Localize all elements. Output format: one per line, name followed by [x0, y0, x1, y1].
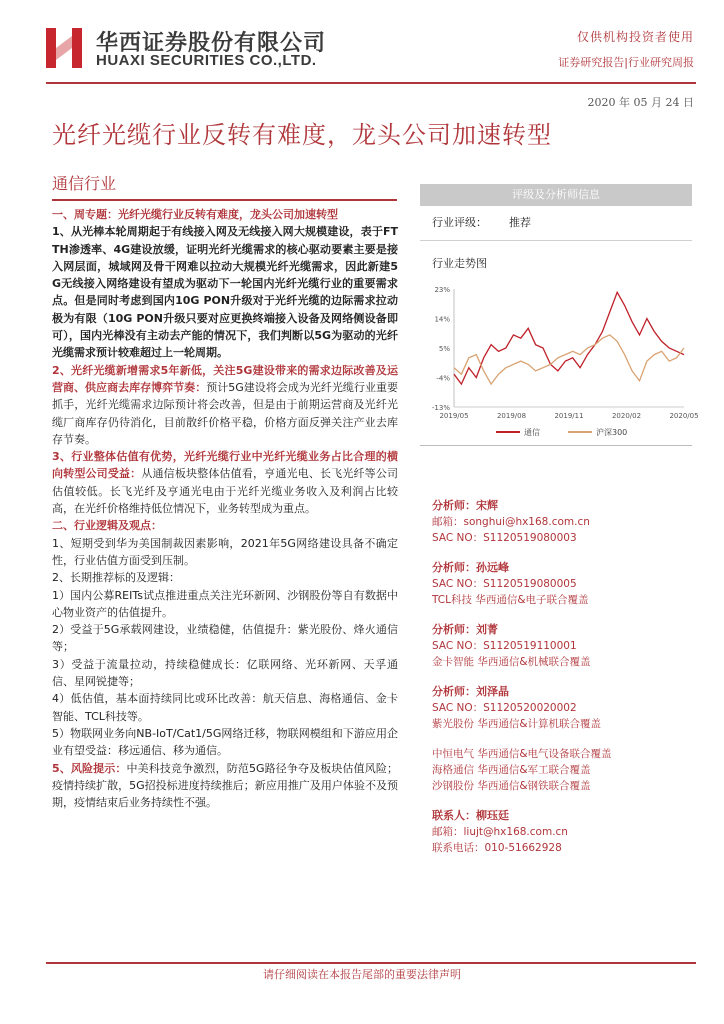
- contact-name: 联系人：柳珏廷: [432, 809, 509, 822]
- analyst-1: [432, 498, 692, 546]
- analyst-2: [432, 560, 692, 608]
- summary-column: [52, 206, 398, 811]
- risk-body: 中美科技竞争激烈，防范5G路径争夺及板块估值风险；疫情持续扩散，5G招投标进度持续推后；新应用推广及用户体验不及预期，疫情结束后业务持续性不强。: [52, 761, 398, 810]
- risk-heading: 5、风险提示：: [52, 761, 127, 775]
- analyst-4: [432, 684, 692, 732]
- contact-person: [432, 808, 692, 856]
- y-tick-label: -4%: [436, 374, 450, 383]
- analyst-coverage: 金卡智能 华西通信&机械联合覆盖: [432, 656, 591, 668]
- huaxi-logo-icon: [46, 28, 82, 68]
- analyst-coverage: TCL科技 华西通信&电子联合覆盖: [432, 594, 589, 606]
- coverage-item: 中恒电气 华西通信&电气设备联合覆盖: [432, 748, 612, 760]
- usage-notice: 仅供机构投资者使用: [576, 30, 694, 44]
- para-3-body: 从通信板块整体估值看，亨通光电、长飞光纤等公司估值较低。长飞光纤及亨通光电由于光纤光缆业务收入及利润占比较高，在光纤价格维持低位情况下，业务转型成为重点。: [52, 467, 399, 516]
- section-2-para-2: 2、长期推荐标的及逻辑：: [52, 571, 180, 585]
- series-line-0: [454, 292, 684, 384]
- para-2-body: 预计5G建设将会成为光纤光缆行业重要抓手，光纤光缆需求边际预计将会改善，但是由于前期运营商及光纤光缆厂商库存仍待消化，目前散纤价格平稳，价格方面反弹关注产业去库存节奏。: [52, 380, 398, 446]
- analyst-name: 分析师：刘菁: [432, 623, 498, 636]
- section-2-para-5: 3）受益于流量拉动，持续稳健成长：亿联网络、光环新网、天孚通信、星网锐捷等；: [52, 657, 398, 689]
- coverage-item: 海格通信 华西通信&军工联合覆盖: [432, 764, 591, 776]
- legal-notice: 请仔细阅读在本报告尾部的重要法律声明: [263, 968, 461, 981]
- report-category: 证券研究报告|行业研究周报: [558, 56, 694, 69]
- joint-coverage: [432, 746, 692, 794]
- section-1-heading: 一、周专题：光纤光缆行业反转有难度，龙头公司加速转型: [52, 208, 338, 221]
- analyst-coverage: 紫光股份 华西通信&计算机联合覆盖: [432, 718, 602, 730]
- x-tick-label: 2020/02: [611, 412, 642, 420]
- section-2-heading: 二、行业逻辑及观点：: [52, 519, 162, 533]
- trend-chart: [420, 279, 699, 439]
- section-1-para-3: [52, 448, 398, 517]
- y-tick-label: 5%: [438, 345, 450, 353]
- x-tick-label: 2019/08: [496, 412, 527, 420]
- rating-divider: [420, 240, 692, 241]
- y-tick-label: 14%: [434, 315, 450, 324]
- report-title: 光纤光缆行业反转有难度，龙头公司加速转型: [52, 121, 552, 149]
- analyst-sac: SAC NO：S1120519110001: [432, 640, 577, 652]
- legend-label: 通信: [524, 428, 540, 437]
- y-tick-label: 23%: [434, 286, 450, 294]
- para-2-heading: 2、光纤光缆新增需求5年新低，关注5G建设带来的需求边际改善及运营商、供应商去库存博弈节奏：: [52, 363, 398, 394]
- coverage-item: 沙钢股份 华西通信&钢铁联合覆盖: [432, 780, 591, 792]
- rating-value: 推荐: [509, 216, 531, 229]
- x-tick-label: 2020/05: [669, 412, 699, 420]
- trend-chart-title: 行业走势图: [432, 257, 487, 270]
- x-tick-label: 2019/11: [554, 412, 584, 420]
- trend-chart-svg: [420, 279, 699, 439]
- rating-label: 行业评级：: [432, 216, 487, 229]
- rating-panel: [420, 184, 699, 446]
- section-2-para-4: 2）受益于5G承载网建设，业绩稳健，估值提升：紫光股份、烽火通信等；: [52, 623, 398, 654]
- analyst-name: 分析师：刘泽晶: [432, 685, 509, 698]
- chart-divider: [420, 445, 692, 446]
- analyst-name: 分析师：孙远峰: [432, 561, 509, 574]
- section-1-para-1: 1、从光棒本轮周期起于有线接入网及无线接入网大规模建设，表于FTTH渗透率、4G建设放缓，证明光纤光缆需求的核心驱动要素主要是接入网层面，城域网及骨干网难以拉动大规模光纤光缆需求，因此新建5G无线接入网络建设有望成为驱动下一轮国内光纤光缆行业的重要需求点。但是同时考虑到国内10G PON升级对于光纤光缆的边际需求拉动极为有限（10G PON升级只要对应更换终端接入设备及网络侧设备即可），国内光棒没有主动去产能的情况下，我们判断以5G为驱动的光纤光缆需求预计较难超过上一轮周期。: [52, 225, 398, 360]
- industry-divider: [52, 199, 397, 201]
- company-name-en: HUAXI SECURITIES CO.,LTD.: [96, 52, 317, 69]
- section-2-para-6: 4）低估值，基本面持续同比或环比改善：航天信息、海格通信、金卡智能、TCL科技等。: [52, 692, 398, 723]
- rating-panel-header: 评级及分析师信息: [420, 184, 692, 206]
- section-1-para-2: [52, 362, 398, 448]
- industry-label: 通信行业: [52, 174, 117, 193]
- x-tick-label: 2019/05: [439, 412, 469, 420]
- analyst-sac: SAC NO：S1120520020002: [432, 702, 577, 714]
- analyst-sac: SAC NO：S1120519080005: [432, 578, 577, 590]
- header-divider: [46, 82, 696, 84]
- industry-rating: [420, 214, 692, 230]
- risk-para: [52, 760, 398, 812]
- y-tick-label: -13%: [431, 404, 450, 412]
- legend-label: 沪深300: [596, 428, 628, 437]
- company-name-cn: 华西证券股份有限公司: [96, 31, 327, 56]
- analyst-sac: SAC NO：S1120519080003: [432, 532, 577, 544]
- section-2-para-7: 5）物联网业务向NB-IoT/Cat1/5G网络迁移，物联网模组和下游应用企业有望受益：移远通信、移为通信。: [52, 726, 398, 758]
- report-date: 2020 年 05 月 24 日: [587, 96, 694, 109]
- section-2-para-3: 1）国内公募REITs试点推进重点关注光环新网、沙钢股份等自有数据中心物业资产的估值提升。: [52, 588, 398, 619]
- para-3-heading: 3、行业整体估值有优势，光纤光缆行业中光纤光缆业务占比合理的横向转型公司受益：: [52, 450, 398, 481]
- footer-divider: [46, 962, 696, 964]
- analyst-email[interactable]: 邮箱：songhui@hx168.com.cn: [432, 516, 590, 528]
- contact-email[interactable]: 邮箱：liujt@hx168.com.cn: [432, 826, 568, 838]
- section-2-para-1: 1、短期受到华为美国制裁因素影响，2021年5G网络建设具备不确定性，行业估值方面受到压制。: [52, 536, 398, 567]
- contact-phone: 联系电话：010-51662928: [432, 842, 562, 854]
- analyst-3: [432, 622, 692, 670]
- analyst-list: [432, 498, 692, 870]
- analyst-name: 分析师：宋辉: [432, 499, 498, 512]
